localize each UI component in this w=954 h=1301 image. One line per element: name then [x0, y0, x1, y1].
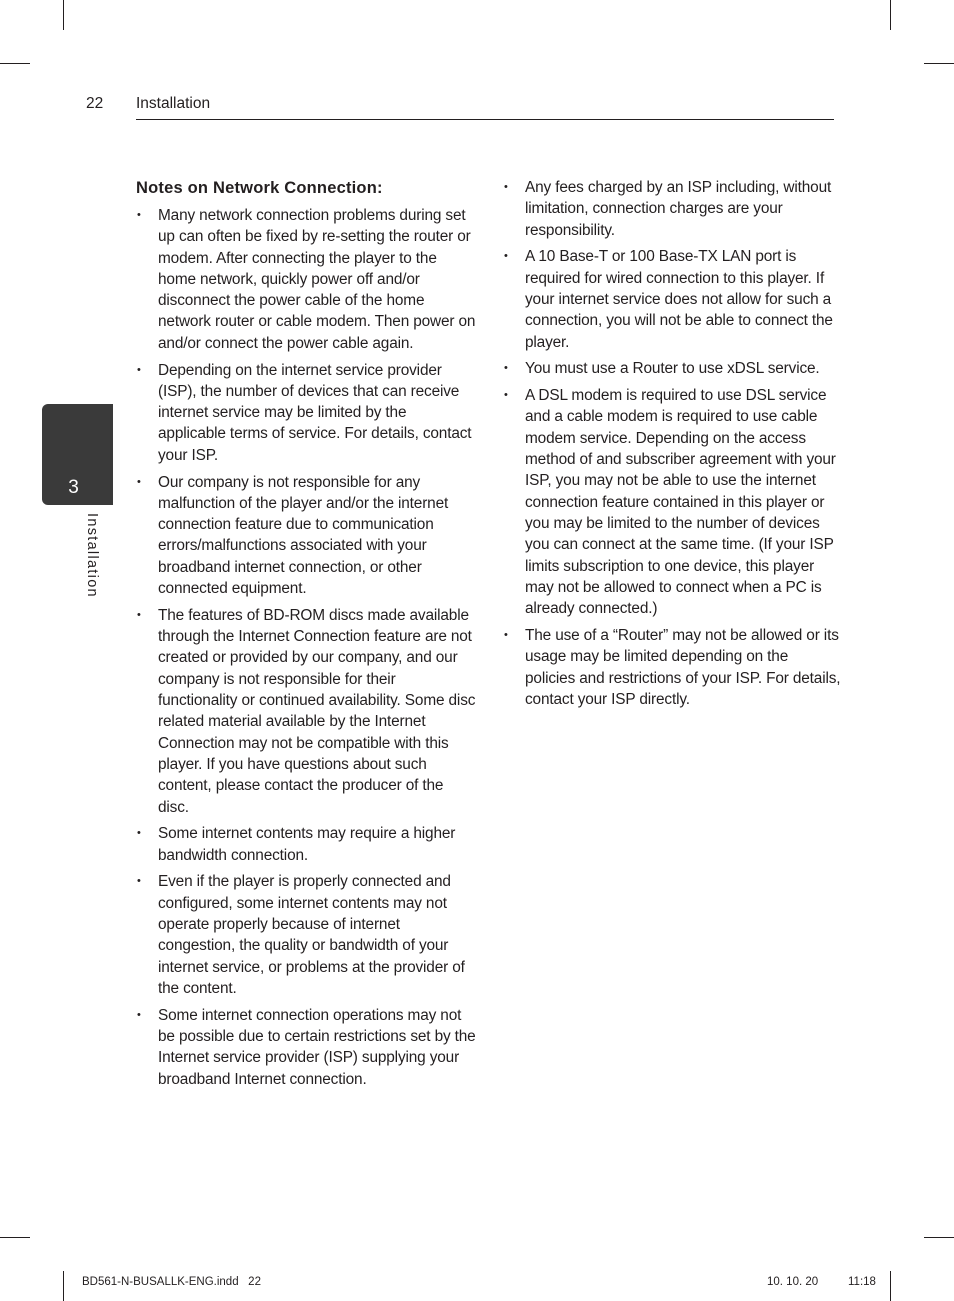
- list-item-text: You must use a Router to use xDSL service.: [525, 360, 820, 378]
- page-number: 22: [86, 95, 104, 112]
- footer-time: 11:18: [848, 1276, 876, 1288]
- header-title: Installation: [136, 95, 211, 112]
- list-item: [136, 823, 476, 866]
- bullet-icon: •: [137, 608, 141, 621]
- bullet-icon: •: [504, 628, 508, 641]
- left-column: [136, 178, 476, 1095]
- crop-mark-top-left-horizontal: [0, 63, 30, 64]
- crop-mark-bottom-right-horizontal: [924, 1237, 954, 1238]
- list-item-text: A DSL modem is required to use DSL service and a cable modem is required to use cable modem service. Depending on the access method of and subscriber agreement with your ISP, you may not be able to use the internet connection feature contained in this player or you may be limited to the number of devices you can connect at the same time. (If your ISP limits subscription to one device, this player may not be allowed to connect when a PC is already connected.): [525, 387, 836, 618]
- right-bullet-list: [503, 177, 841, 710]
- bullet-icon: •: [137, 875, 141, 888]
- left-bullet-list: [136, 205, 476, 1090]
- list-item: [136, 205, 476, 354]
- bullet-icon: •: [137, 1008, 141, 1021]
- list-item: [136, 472, 476, 600]
- header-rule: [136, 119, 834, 120]
- list-item: [503, 177, 841, 241]
- crop-mark-top-left-vertical: [63, 0, 64, 30]
- list-item-text: Some internet contents may require a higher bandwidth connection.: [158, 825, 456, 864]
- list-item: [136, 871, 476, 999]
- bullet-icon: •: [137, 475, 141, 488]
- crop-mark-bottom-left-vertical: [63, 1271, 64, 1301]
- bullet-icon: •: [504, 250, 508, 263]
- list-item-text: The use of a “Router” may not be allowed or its usage may be limited depending on the policies and restrictions of your ISP. For details, contact your ISP directly.: [525, 626, 841, 708]
- crop-mark-bottom-left-horizontal: [0, 1237, 30, 1238]
- list-item-text: Our company is not responsible for any malfunction of the player and/or the internet connection feature due to communication errors/malfunctions associated with your broadband internet connection, or other connected equipment.: [158, 473, 449, 598]
- bullet-icon: •: [137, 363, 141, 376]
- bullet-icon: •: [504, 389, 508, 402]
- list-item-text: A 10 Base-T or 100 Base-TX LAN port is required for wired connection to this player. If your internet service does not allow for such a connection, you will not be able to connect the player.: [525, 248, 833, 351]
- list-item-text: The features of BD-ROM discs made available through the Internet Connection feature are not created or provided by our company, and our company is not responsible for their functionality or continued availability. Some disc related material available by the Internet Connection may not be compatible with this player. If you have questions about such content, please contact the producer of the disc.: [158, 606, 476, 816]
- bullet-icon: •: [504, 181, 508, 193]
- list-item-text: Depending on the internet service provider (ISP), the number of devices that can receive internet service may be limited by the applicable terms of service. For details, contact your ISP.: [158, 361, 472, 464]
- list-item-text: Even if the player is properly connected and configured, some internet contents may not operate properly because of internet congestion, the quality or bandwidth of your internet service, or problems at the provider of the content.: [158, 873, 465, 997]
- chapter-label: Installation: [84, 513, 100, 598]
- right-column: [503, 177, 841, 716]
- crop-mark-bottom-right-vertical: [890, 1271, 891, 1301]
- section-heading: Notes on Network Connection:: [136, 179, 383, 197]
- list-item: [136, 360, 476, 466]
- list-item: [503, 625, 841, 710]
- list-item: [503, 385, 841, 619]
- chapter-number: 3: [68, 477, 79, 498]
- chapter-tab: [42, 404, 113, 505]
- list-item-text: Many network connection problems during set up can often be fixed by re-setting the router or modem. After connecting the player to the home network, quickly power off and/or disconnect the power cable of the home network router or cable modem. Then power on and/or connect the power cable again.: [158, 207, 476, 352]
- footer-date: 10. 10. 20: [767, 1276, 819, 1288]
- crop-mark-top-right-horizontal: [924, 63, 954, 64]
- list-item: [136, 1005, 476, 1090]
- bullet-icon: •: [137, 209, 141, 221]
- footer-file-info: BD561-N-BUSALLK-ENG.indd 22: [82, 1276, 261, 1288]
- bullet-icon: •: [504, 362, 508, 375]
- list-item: [136, 605, 476, 818]
- crop-mark-top-right-vertical: [890, 0, 891, 30]
- list-item: [503, 358, 841, 379]
- bullet-icon: •: [137, 827, 141, 840]
- list-item: [503, 246, 841, 352]
- list-item-text: Any fees charged by an ISP including, without limitation, connection charges are your responsibility.: [525, 179, 832, 239]
- list-item-text: Some internet connection operations may not be possible due to certain restrictions set by the Internet service provider (ISP) supplying your broadband Internet connection.: [158, 1006, 476, 1088]
